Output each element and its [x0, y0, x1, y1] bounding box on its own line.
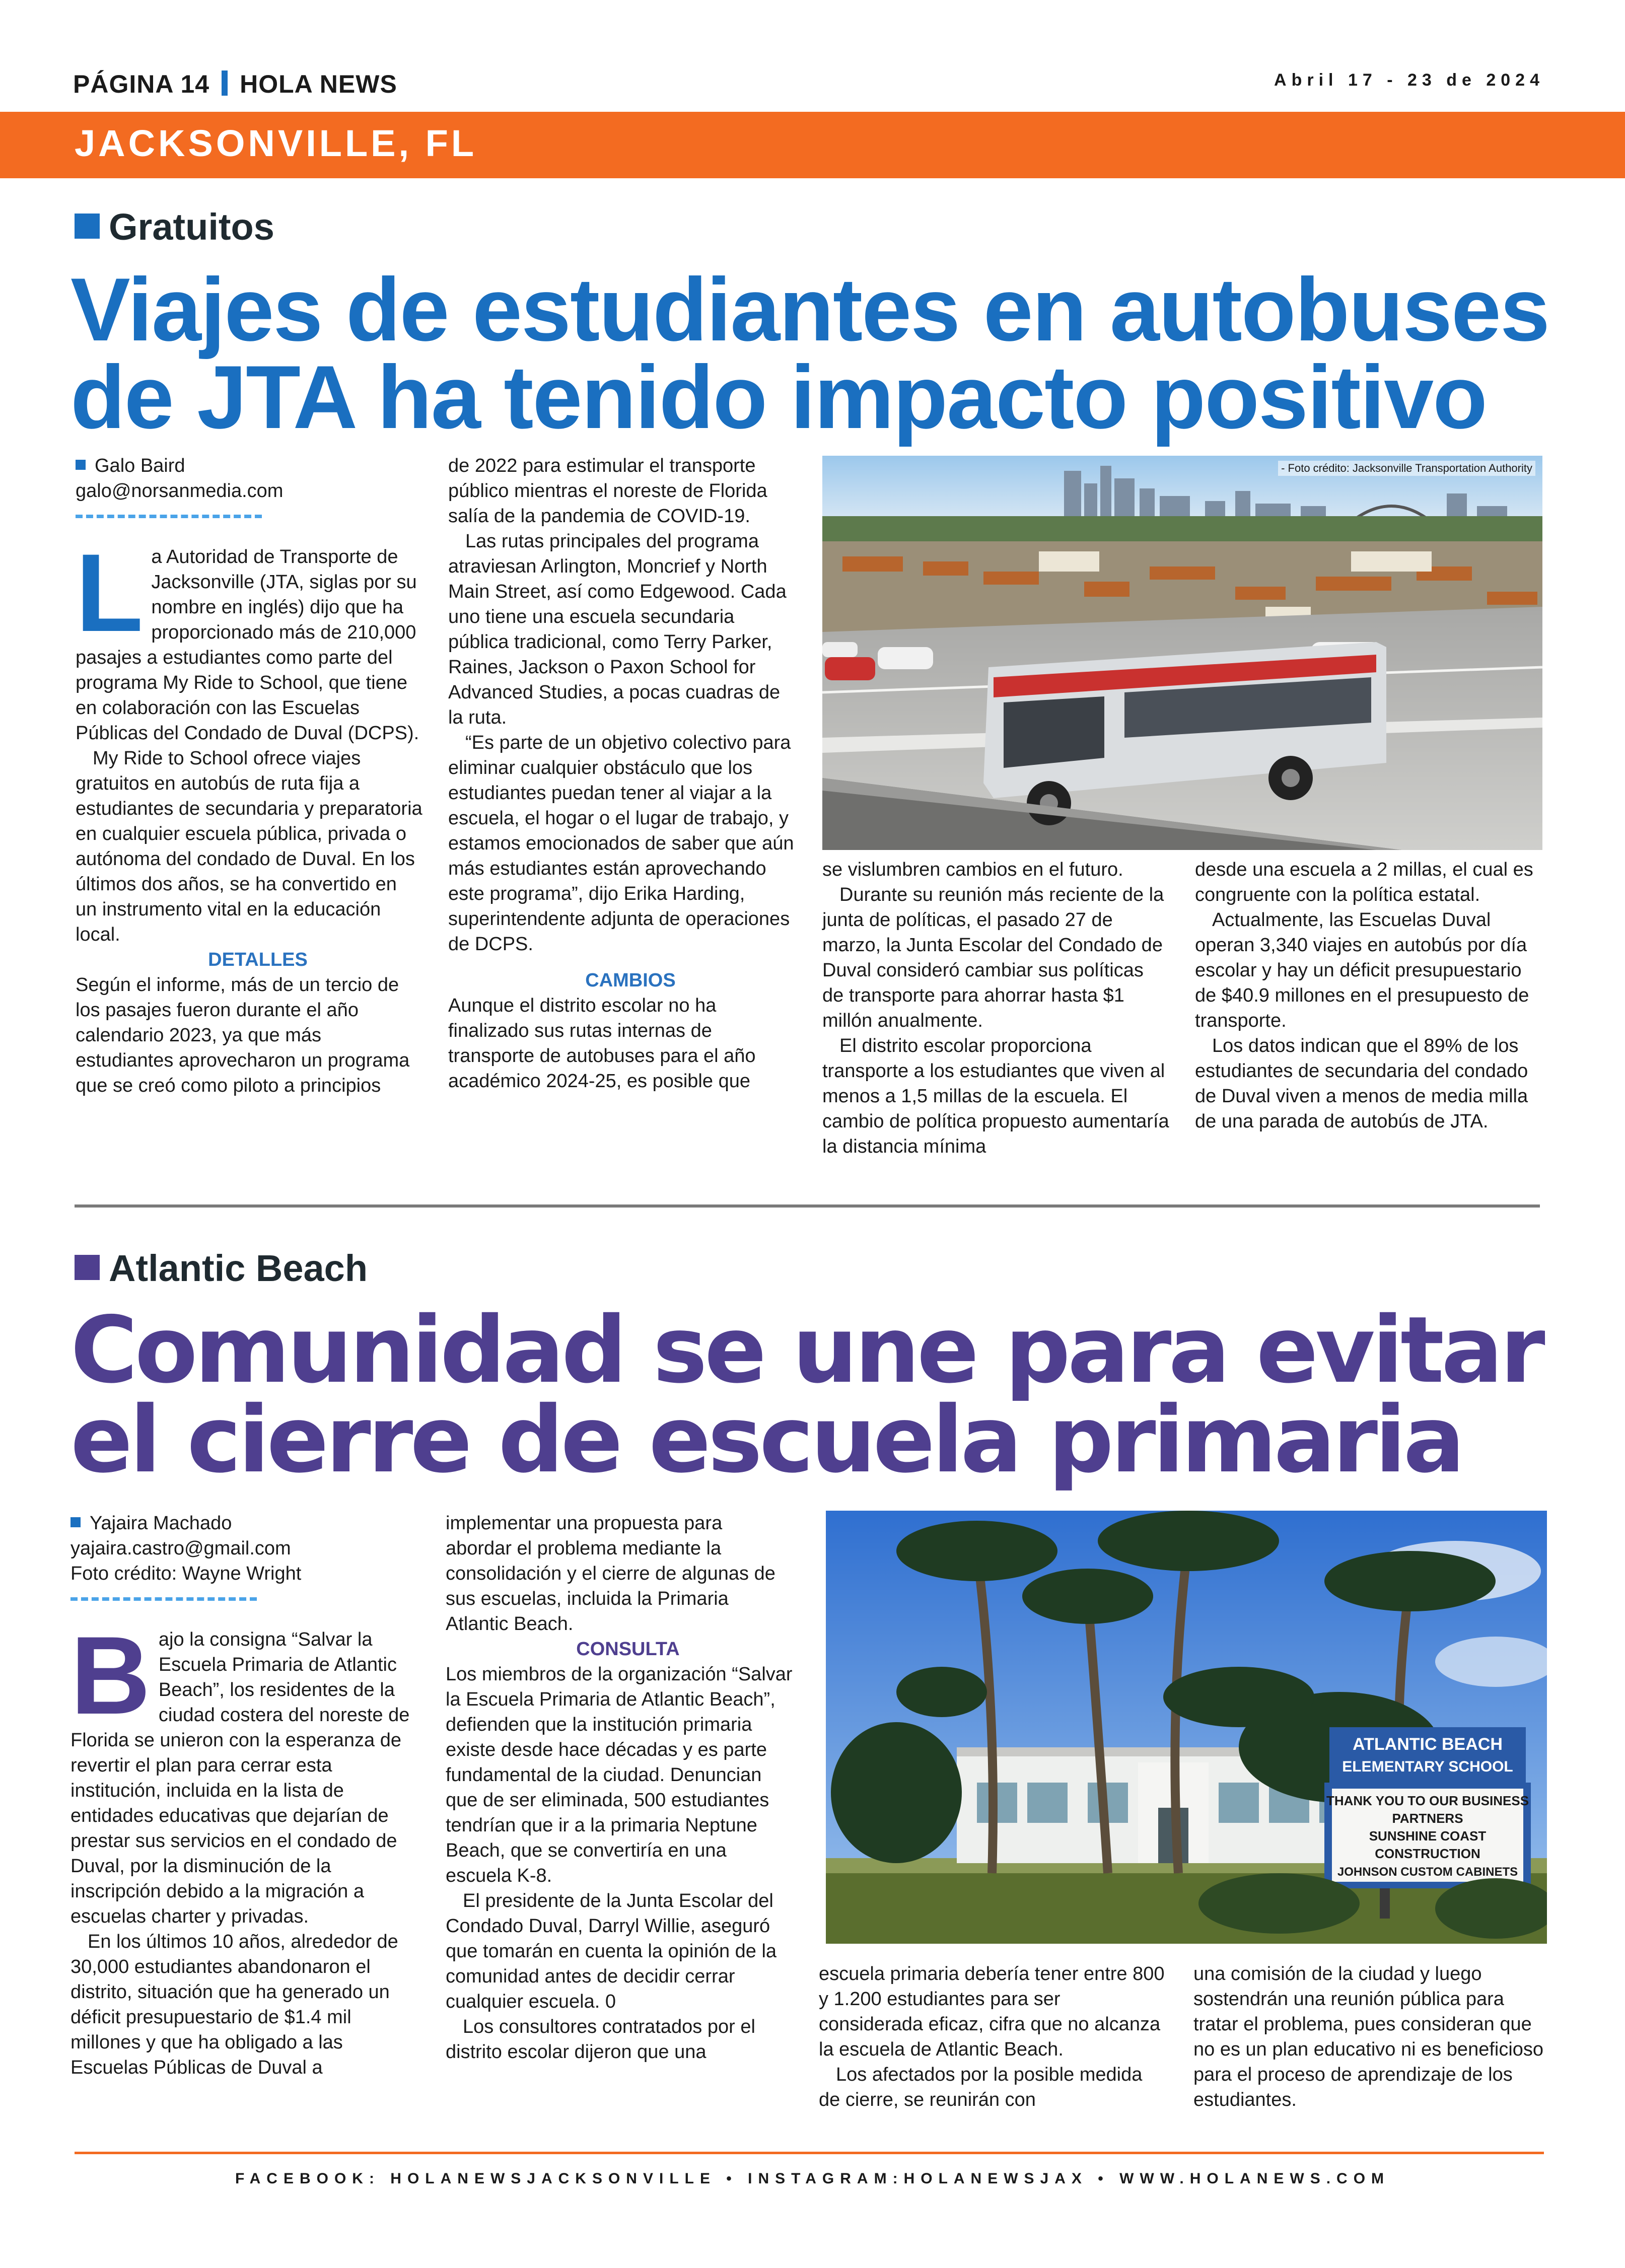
- article1-photo-credit: - Foto crédito: Jacksonville Transportation Authority: [1278, 461, 1535, 476]
- byline-dashed-rule: [76, 515, 262, 518]
- article1-paragraph: My Ride to School ofrece viajes gratuitos en autobús de ruta fija a estudiantes de secundaria y preparatoria en cualquier escuela pública, privada o autónoma del condado de Duval. En los últimos dos años, se ha convertido en un instrumento vital en la educación local.: [76, 748, 422, 945]
- article1-paragraph: Durante su reunión más reciente de la junta de políticas, el pasado 27 de marzo, la Junta Escolar del Condado de Duval consideró cambiar sus políticas de transporte para ahorrar hasta $1 millón anualmente.: [822, 884, 1164, 1031]
- byline-square-icon: [70, 1517, 81, 1527]
- sign-line-3: SUNSHINE COAST: [1369, 1828, 1487, 1844]
- article2-paragraph: El presidente de la Junta Escolar del Condado Duval, Darryl Willie, aseguró que tomarán en cuenta la opinión de la comunidad antes de decidir cerrar cualquier escuela. 0: [446, 1890, 777, 2012]
- article2-byline: [70, 1511, 418, 1601]
- article2-paragraph: Los consultores contratados por el distrito escolar dijeron que una: [446, 2016, 755, 2063]
- article1-column-2: [448, 453, 796, 1094]
- article1-headline: [70, 259, 1561, 448]
- page-header-left: [73, 69, 397, 99]
- article1-paragraph: Aunque el distrito escolar no ha finalizado sus rutas internas de transporte de autobuses para el año académico 2024-25, es posible que: [448, 995, 756, 1092]
- article2-photo-school: [826, 1511, 1547, 1944]
- article1-kicker: [75, 205, 274, 248]
- article2-drop-cap: B: [70, 1613, 151, 1737]
- article1-byline: [76, 453, 423, 518]
- article1-paragraph: de 2022 para estimular el transporte público mientras el noreste de Florida salía de la pandemia de COVID-19.: [448, 455, 767, 527]
- article1-author: Galo Baird: [95, 455, 185, 476]
- article1-headline-line2: de JTA ha tenido impacto positivo: [70, 347, 1487, 448]
- publication-name: HOLA NEWS: [240, 70, 397, 98]
- sign-line-1: THANK YOU TO OUR BUSINESS: [1326, 1793, 1529, 1808]
- article1-paragraph: El distrito escolar proporciona transporte a los estudiantes que viven al menos a 1,5 millas de la escuela. El cambio de política propuesto aumentaría la distancia mínima: [822, 1035, 1169, 1157]
- article2-kicker: [75, 1247, 368, 1290]
- sign-title-2: ELEMENTARY SCHOOL: [1342, 1758, 1513, 1775]
- byline-dashed-rule: [70, 1597, 257, 1601]
- article2-headline: [70, 1297, 1576, 1494]
- sign-line-4: CONSTRUCTION: [1375, 1846, 1480, 1861]
- article1-subhead-cambios: CAMBIOS: [585, 970, 676, 991]
- article1-headline-line1: Viajes de estudiantes en autobuses: [70, 259, 1549, 360]
- article1-subhead-detalles: DETALLES: [208, 949, 308, 970]
- sign-line-2: PARTNERS: [1392, 1811, 1463, 1826]
- kicker-square-icon: [75, 214, 100, 239]
- article2-kicker-text: Atlantic Beach: [109, 1247, 368, 1289]
- article-divider: [75, 1204, 1540, 1208]
- article2-column-4: [1193, 1961, 1546, 2112]
- article2-paragraph: ajo la consigna “Salvar la Escuela Primaria de Atlantic Beach”, los residentes de la ciudad costera del noreste de Florida se unieron con la esperanza de revertir el plan para cerrar esta institución, incluida en la lista de entidades educativas que dejarían de prestar sus servicios en el condado de Duval, por la disminución de la inscripción debido a la migración a escuelas charter y privadas.: [70, 1629, 410, 1927]
- school-photo-illustration: [826, 1511, 1547, 1944]
- article1-paragraph: se vislumbren cambios en el futuro.: [822, 859, 1123, 880]
- sign-line-5: JOHNSON CUSTOM CABINETS: [1337, 1865, 1518, 1879]
- kicker-square-icon: [75, 1255, 100, 1280]
- article1-paragraph: a Autoridad de Transporte de Jacksonville (JTA, siglas por su nombre en inglés) dijo que ha proporcionado más de 210,000 pasajes a estudiantes como parte del programa My Ride to School, que tiene en colaboración con las Escuelas Públicas del Condado de Duval (DCPS).: [76, 546, 419, 744]
- article1-photo-bus: [822, 456, 1542, 850]
- article2-email[interactable]: yajaira.castro@gmail.com: [70, 1538, 291, 1559]
- article1-drop-cap: L: [76, 531, 144, 655]
- article1-paragraph: Las rutas principales del programa atraviesan Arlington, Moncrief y North Main Street, así como Edgewood. Cada uno tiene una escuela secundaria pública tradicional, como Terry Parker, Raines, Jackson o Paxon School for Advanced Studies, a pocas cuadras de la ruta.: [448, 531, 787, 728]
- article1-column-3: [822, 857, 1170, 1159]
- header-separator: [222, 70, 228, 96]
- article2-paragraph: escuela primaria debería tener entre 800 y 1.200 estudiantes para ser considerada eficaz, cifra que no alcanza la escuela de Atlantic Beach.: [819, 1963, 1165, 2060]
- article2-headline-line1: Comunidad se une para evitar: [70, 1297, 1542, 1403]
- article1-email[interactable]: galo@norsanmedia.com: [76, 480, 284, 502]
- article2-author: Yajaira Machado: [90, 1513, 232, 1534]
- article2-column-2: [446, 1511, 793, 2065]
- article1-kicker-text: Gratuitos: [109, 206, 274, 248]
- article1-paragraph: Los datos indican que el 89% de los estudiantes de secundaria del condado de Duval viven a menos de media milla de una parada de autobús de JTA.: [1195, 1035, 1528, 1132]
- article2-subhead-consulta: CONSULTA: [576, 1639, 680, 1660]
- byline-square-icon: [76, 460, 86, 470]
- issue-date: Abril 17 - 23 de 2024: [1274, 70, 1544, 90]
- article2-paragraph: En los últimos 10 años, alrededor de 30,000 estudiantes abandonaron el distrito, situación que ha generado un déficit presupuestario de $1.4 mil millones y que ha obligado a las Escuelas Públicas de Duval a: [70, 1931, 398, 2078]
- article2-paragraph: Los miembros de la organización “Salvar la Escuela Primaria de Atlantic Beach”, defienden que la institución primaria existe desde hace décadas y es parte fundamental de la ciudad. Denuncian que de ser eliminada, 500 estudiantes tendrían que ir a la primaria Neptune Beach, que se convertiría en una escuela K-8.: [446, 1664, 793, 1886]
- article2-headline-line2: el cierre de escuela primaria: [70, 1386, 1462, 1494]
- article2-column-1: [70, 1511, 418, 2080]
- article1-column-1: [76, 453, 423, 1098]
- article2-paragraph: implementar una propuesta para abordar el problema mediante la consolidación y el cierre de algunas de sus escuelas, incluida la Primaria Atlantic Beach.: [446, 1513, 775, 1635]
- article1-column-4: [1195, 857, 1542, 1134]
- article2-photo-credit: Foto crédito: Wayne Wright: [70, 1563, 302, 1584]
- article2-paragraph: Los afectados por la posible medida de cierre, se reunirán con: [819, 2064, 1143, 2110]
- page-number: PÁGINA 14: [73, 70, 210, 98]
- article2-paragraph: una comisión de la ciudad y luego sostendrán una reunión pública para tratar el problema, pues consideran que no es un plan educativo ni es beneficioso para el proceso de aprendizaje de los estudiantes.: [1193, 1963, 1544, 2110]
- sign-title-1: ATLANTIC BEACH: [1353, 1735, 1503, 1754]
- article1-paragraph: “Es parte de un objetivo colectivo para eliminar cualquier obstáculo que los estudiantes puedan tener al viajar a la escuela, el hogar o el lugar de trabajo, y estamos emocionados de saber que aún más estudiantes están aprovechando este programa”, dijo Erika Harding, superintendente adjunta de operaciones de DCPS.: [448, 732, 794, 955]
- article1-paragraph: desde una escuela a 2 millas, el cual es congruente con la política estatal.: [1195, 859, 1533, 905]
- article2-column-3: [819, 1961, 1166, 2112]
- section-city: JACKSONVILLE, FL: [75, 122, 477, 164]
- bus-photo-illustration: [822, 456, 1542, 850]
- footer-social-links: FACEBOOK: HOLANEWSJACKSONVILLE • INSTAGRAM:HOLANEWSJAX • WWW.HOLANEWS.COM: [235, 2170, 1390, 2187]
- article1-paragraph: Según el informe, más de un tercio de los pasajes fueron durante el año calendario 2023, ya que más estudiantes aprovecharon un programa que se creó como piloto a principios: [76, 974, 410, 1096]
- footer-rule: [75, 2152, 1544, 2154]
- article1-paragraph: Actualmente, las Escuelas Duval operan 3,340 viajes en autobús por día escolar y hay un déficit presupuestario de $40.9 millones en el presupuesto de transporte.: [1195, 909, 1529, 1031]
